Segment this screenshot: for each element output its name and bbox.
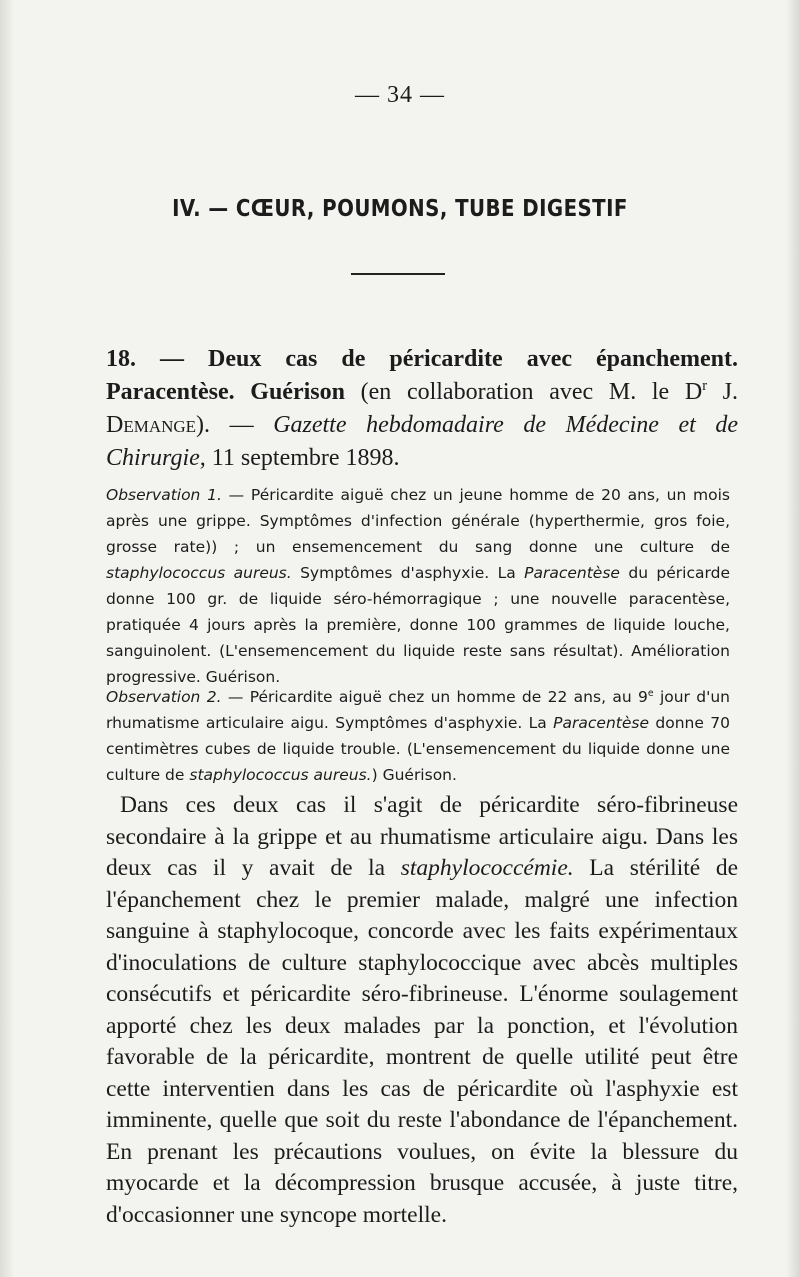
page-number: — 34 — — [355, 82, 445, 108]
entry-collab-sup: r — [702, 378, 707, 394]
entry-collab-author: J. Demange — [106, 379, 739, 438]
entry-journal: Gazette hebdomadaire de Médecine et de Chirurgie, — [106, 412, 738, 471]
body-italic: staphylococcémie. — [400, 855, 574, 881]
entry-date: 11 septembre 1898. — [211, 445, 400, 471]
body-paragraph — [106, 790, 738, 1231]
observation-2-text-d: ) Guérison. — [371, 766, 457, 784]
observation-2-text-b: jour d'un rhumatisme articulaire aigu. Symptômes d'asphyxie. La — [106, 688, 730, 732]
observation-1-italic-b: Paracentèse — [524, 564, 620, 582]
observation-1-text-b: Symptômes d'asphyxie. La — [300, 564, 516, 582]
observation-1-text-a: — Péricardite aiguë chez un jeune homme de 20 ans, un mois après une grippe. Symptômes d'infection générale (hyperthermie, gros foie, grosse rate)) ; un ensemencement du sang donne une culture de — [106, 486, 730, 556]
observation-2-text-c: donne 70 centimètres cubes de liquide trouble. (L'ensemencement du liquide donne une culture de — [106, 714, 730, 784]
body-text-b: La stérilité de l'épanchement chez le premier malade, malgré une infection sanguine à staphylocoque, concorde avec les faits expérimentaux d'inoculations de culture staphylococcique avec abcès multiples consécutifs et péricardite séro-fibrineuse. L'énorme soulagement apporté chez les deux malades par la ponction, et l'évolution favorable de la péricardite, montrent de quelle utilité peut être cette interventien dans les cas de péricardite où l'asphyxie est imminente, quelle que soit du reste l'abondance de l'épanchement. En prenant les précautions voulues, on évite la blessure du myocarde et la décompression brusque accusée, à juste titre, d'occasionner une syncope mortelle. — [106, 855, 739, 1228]
observation-2-italic-b: staphylococcus aureus. — [189, 766, 372, 784]
entry-title: Deux cas de péricardite avec épanchement. Paracentèse. Guérison — [106, 346, 738, 405]
observation-2-italic-a: Paracentèse — [553, 714, 649, 732]
observation-1-italic-a: staphylococcus aureus. — [106, 564, 292, 582]
title-divider — [351, 273, 445, 275]
observation-2-sup: e — [647, 687, 654, 699]
observation-1-label: Observation 1. — [106, 486, 222, 504]
body-paragraph-text — [106, 790, 738, 1231]
bibliography-entry — [106, 343, 738, 475]
entry-collab-prefix: (en collaboration avec M. le D — [360, 379, 703, 405]
section-title: IV. — CŒUR, POUMONS, TUBE DIGESTIF — [172, 196, 628, 222]
observation-2 — [106, 684, 730, 788]
entry-collab-suffix: ). — — [196, 412, 254, 438]
observation-2-text-a: — Péricardite aiguë chez un homme de 22 ans, au 9 — [227, 688, 648, 706]
observation-1 — [106, 482, 730, 690]
entry-number: 18. — — [106, 346, 185, 372]
observation-2-label: Observation 2. — [106, 688, 222, 706]
body-text-a: Dans ces deux cas il s'agit de péricardite séro-fibrineuse secondaire à la grippe et au rhumatisme articulaire aigu. Dans les deux cas il y avait de la — [106, 792, 738, 881]
observation-1-text-c: du péricarde donne 100 gr. de liquide séro-hémorragique ; une nouvelle paracentèse, pratiquée 4 jours après la première, donne 100 grammes de liquide louche, sanguinolent. (L'ensemencement du liquide reste sans résultat). Amélioration progressive. Guérison. — [106, 564, 730, 686]
